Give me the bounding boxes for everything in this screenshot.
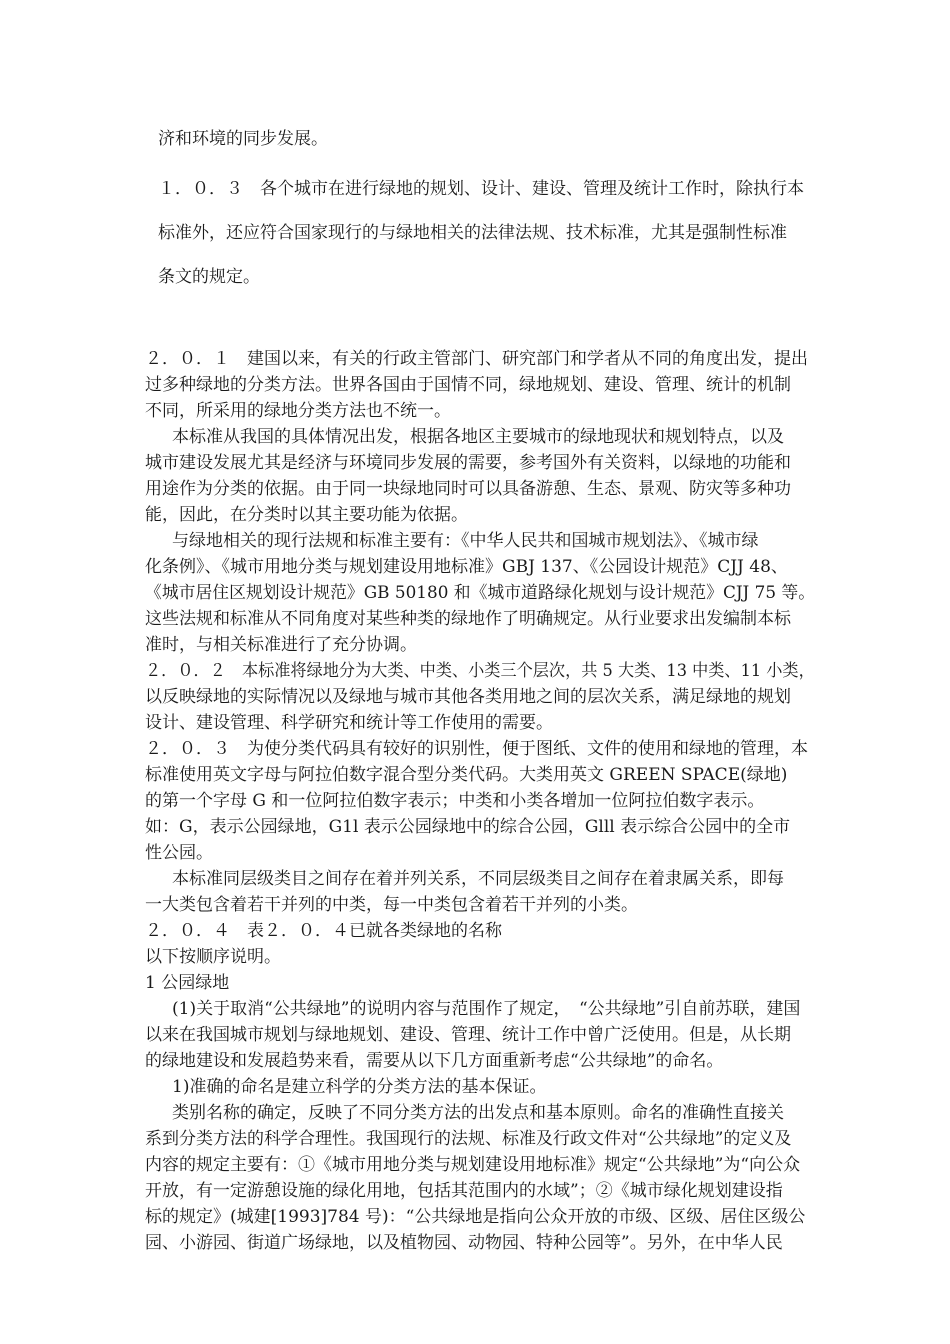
text-line: 条文的规定。 — [158, 267, 260, 287]
text-line: 能，因此，在分类时以其主要功能为依据。 — [145, 505, 468, 525]
text-line: 系到分类方法的科学合理性。我国现行的法规、标准及行政文件对“公共绿地”的定义及 — [145, 1129, 792, 1149]
text-line: 标的规定》(城建[1993]784 号)：“公共绿地是指向公众开放的市级、区级、居住区级公 — [145, 1207, 806, 1227]
text-line: 以下按顺序说明。 — [145, 947, 281, 967]
paragraph-first-line: 与绿地相关的现行法规和标准主要有：《中华人民共和国城市规划法》、《城市绿 — [172, 531, 759, 551]
section-heading: 1 公园绿地 — [145, 973, 230, 993]
text-line: 标准外，还应符合国家现行的与绿地相关的法律法规、技术标准，尤其是强制性标准 — [158, 223, 787, 243]
text-line: 一大类包含着若干并列的中类，每一中类包含着若干并列的小类。 — [145, 895, 638, 915]
text-line: 以反映绿地的实际情况以及绿地与城市其他各类用地之间的层次关系，满足绿地的规划 — [145, 687, 791, 707]
text-line: 设计、建设管理、科学研究和统计等工作使用的需要。 — [145, 713, 553, 733]
paragraph-first-line: 本标准从我国的具体情况出发，根据各地区主要城市的绿地现状和规划特点，以及 — [172, 427, 784, 447]
paragraph-first-line: 本标准同层级类目之间存在着并列关系，不同层级类目之间存在着隶属关系，即每 — [172, 869, 784, 889]
text-line: 这些法规和标准从不同角度对某些种类的绿地作了明确规定。从行业要求出发编制本标 — [145, 609, 791, 629]
paragraph-first-line: 1)准确的命名是建立科学的分类方法的基本保证。 — [172, 1077, 547, 1097]
clause-1-0-3: １．０．３ 各个城市在进行绿地的规划、设计、建设、管理及统计工作时，除执行本 — [158, 179, 804, 199]
text-line: 济和环境的同步发展。 — [158, 129, 328, 149]
clause-2-0-1: ２．０．１ 建国以来，有关的行政主管部门、研究部门和学者从不同的角度出发，提出 — [145, 349, 808, 369]
text-line: 《城市居住区规划设计规范》GB 50180 和《城市道路绿化规划与设计规范》CJJ 75 等。 — [145, 583, 816, 603]
clause-2-0-4: ２．０．４ 表２．０．４已就各类绿地的名称 — [145, 921, 502, 941]
text-line: 开放，有一定游憩设施的绿化用地，包括其范围内的水域”；②《城市绿化规划建设指 — [145, 1181, 783, 1201]
text-line: 城市建设发展尤其是经济与环境同步发展的需要，参考国外有关资料，以绿地的功能和 — [145, 453, 791, 473]
text-line: 如：G，表示公园绿地，G1l 表示公园绿地中的综合公园，Glll 表示综合公园中的全市 — [145, 817, 791, 837]
text-line: 准时，与相关标准进行了充分协调。 — [145, 635, 417, 655]
text-line: 用途作为分类的依据。由于同一块绿地同时可以具备游憩、生态、景观、防灾等多种功 — [145, 479, 791, 499]
text-line: 的第一个字母 G 和一位阿拉伯数字表示；中类和小类各增加一位阿拉伯数字表示。 — [145, 791, 765, 811]
text-line: 园、小游园、街道广场绿地，以及植物园、动物园、特种公园等”。另外，在中华人民 — [145, 1233, 783, 1253]
text-line: 不同，所采用的绿地分类方法也不统一。 — [145, 401, 451, 421]
text-line: 标准使用英文字母与阿拉伯数字混合型分类代码。大类用英文 GREEN SPACE(绿地) — [145, 765, 788, 785]
clause-2-0-3: ２．０．３ 为使分类代码具有较好的识别性，便于图纸、文件的使用和绿地的管理，本 — [145, 739, 808, 759]
text-line: 的绿地建设和发展趋势来看，需要从以下几方面重新考虑“公共绿地”的命名。 — [145, 1051, 724, 1071]
text-line: 以来在我国城市规划与绿地规划、建设、管理、统计工作中曾广泛使用。但是，从长期 — [145, 1025, 791, 1045]
text-line: 内容的规定主要有：①《城市用地分类与规划建设用地标准》规定“公共绿地”为“向公众 — [145, 1155, 801, 1175]
paragraph-first-line: (1)关于取消“公共绿地”的说明内容与范围作了规定， “公共绿地”引自前苏联，建国 — [172, 999, 801, 1019]
text-line: 过多种绿地的分类方法。世界各国由于国情不同，绿地规划、建设、管理、统计的机制 — [145, 375, 791, 395]
clause-2-0-2: ２．０．２ 本标准将绿地分为大类、中类、小类三个层次，共 5 大类、13 中类、11 小类， — [145, 661, 815, 681]
text-line: 性公园。 — [145, 843, 213, 863]
paragraph-first-line: 类别名称的确定，反映了不同分类方法的出发点和基本原则。命名的准确性直接关 — [172, 1103, 784, 1123]
text-line: 化条例》、《城市用地分类与规划建设用地标准》GBJ 137、《公园设计规范》CJJ 48、 — [145, 557, 788, 577]
